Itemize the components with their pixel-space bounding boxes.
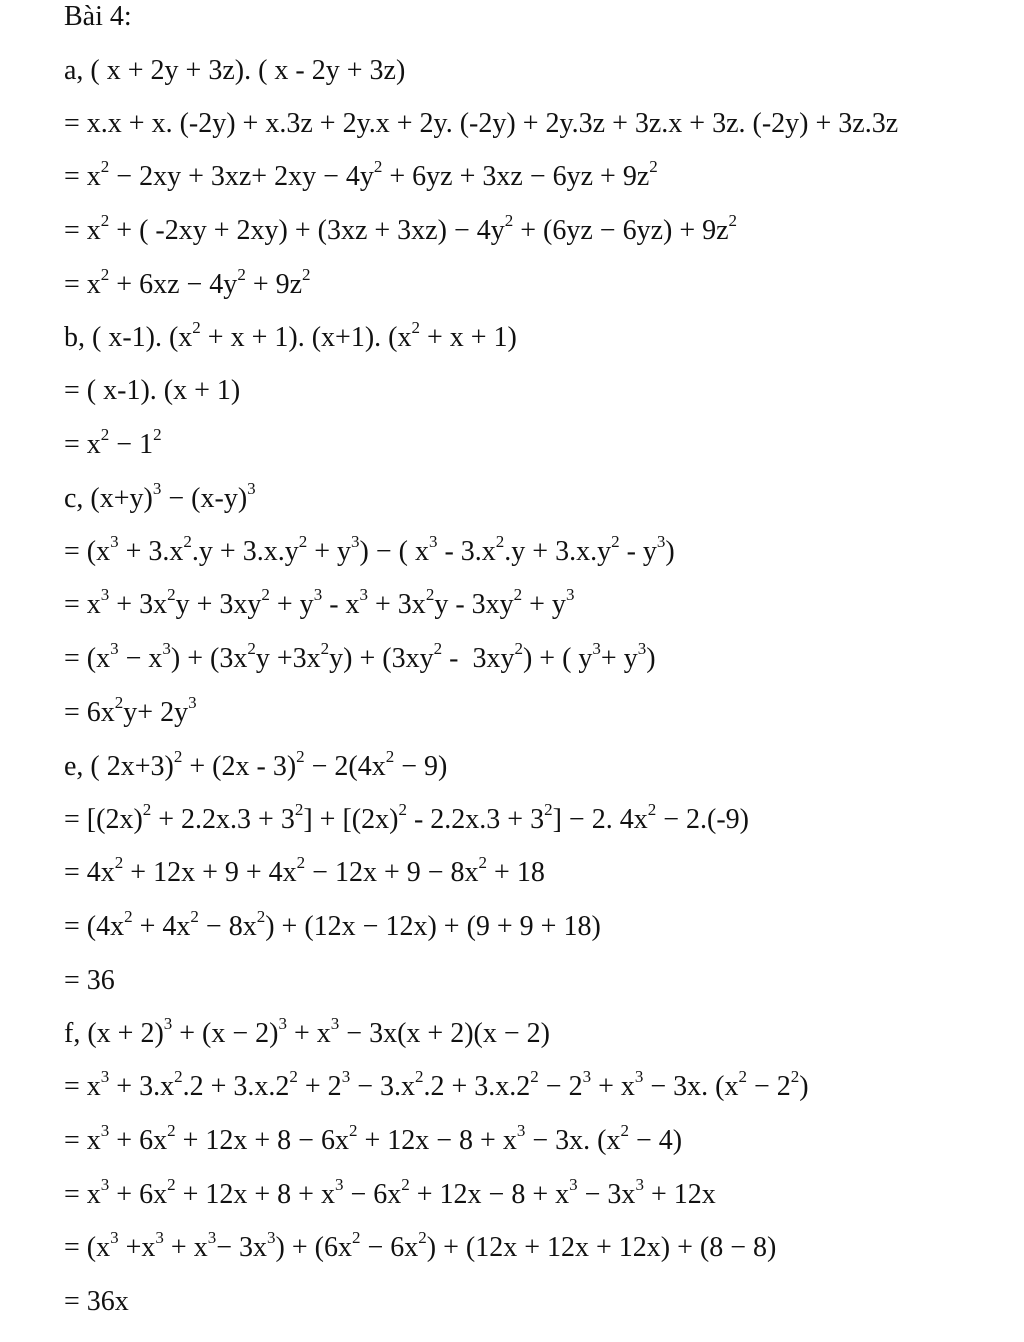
exponent: 3 xyxy=(516,1120,526,1140)
exponent: 3 xyxy=(163,1013,173,1033)
exponent: 2 xyxy=(124,906,133,926)
exponent: 2 xyxy=(649,156,658,176)
part-a-step: = x.x + x. (-2y) + x.3z + 2y.x + 2y. (-2y) + 2y.3z + 3z.x + 3z. (-2y) + 3z.3z xyxy=(64,108,899,139)
part-f-step: = $x^3 + 6x^2 + 12x + 8 + x^3 - 6x^2 + 12x - 8 + x^3 - 3x^3 + 12x$ xyxy=(64,1174,716,1210)
exponent: 2 xyxy=(114,692,124,712)
exponent: 3 xyxy=(100,1174,110,1194)
exponent: 3 xyxy=(582,1066,592,1086)
exponent: 2 xyxy=(237,264,246,284)
exponent: 2 xyxy=(530,1066,539,1086)
exponent: 3 xyxy=(100,1120,110,1140)
exponent: 3 xyxy=(637,638,647,658)
exponent: 3 xyxy=(188,692,197,712)
exponent: 2 xyxy=(611,531,620,551)
exponent: 2 xyxy=(504,210,514,230)
exponent: 2 xyxy=(173,746,183,766)
exponent: 2 xyxy=(174,1066,183,1086)
exponent: 2 xyxy=(544,799,553,819)
exponent: 2 xyxy=(418,1227,427,1247)
exponent: 3 xyxy=(207,1227,217,1247)
exponent: 3 xyxy=(152,478,162,498)
exponent: 3 xyxy=(592,638,601,658)
part-c-problem: c, $(x+y)^3 - (x-y)^3$ xyxy=(64,478,256,514)
exponent: 2 xyxy=(100,424,110,444)
part-c-step: = $(x^3 - x^3) + (3x^2y +3x^2y) + (3xy^2 - 3xy^2)$ + ( $y^3+ y^3$) xyxy=(64,638,656,674)
exponent: 2 xyxy=(351,1227,361,1247)
part-c-step: = $(x^3 + 3.x^2.y + 3.x.y^2 + y^3)$ − ( $x^3 - 3.x^2.y + 3.x.y^2 - y^3$) xyxy=(64,531,675,567)
part-e-step: = $(4x^2 + 4x^2 - 8x^2) + (12x - 12x) + (9 + 9 + 18)$ xyxy=(64,906,601,942)
exponent: 2 xyxy=(478,852,488,872)
exponent: 3 xyxy=(155,1227,164,1247)
exponent: 3 xyxy=(351,531,360,551)
part-a-step: = $x^2$ + ( $-2xy + 2xy) + (3xz + 3xz) - 4y^2 + (6yz - 6yz) + 9z^2$ xyxy=(64,210,738,246)
exponent: 3 xyxy=(110,638,119,658)
exponent: 2 xyxy=(167,1120,176,1140)
exponent: 2 xyxy=(261,584,270,604)
exponent: 2 xyxy=(192,317,201,337)
part-f-result: = 36x xyxy=(64,1286,129,1317)
exponent: 2 xyxy=(728,210,738,230)
part-c-step: = $x^3 + 3x^2y + 3xy^2 + y^3 - x^3 + 3x^2y - 3xy^2 + y^3$ xyxy=(64,584,575,620)
part-c-result: = $6x^2y+ 2y^3$ xyxy=(64,692,197,728)
exponent: 3 xyxy=(565,584,575,604)
exponent: 2 xyxy=(647,799,657,819)
exponent: 2 xyxy=(348,1120,358,1140)
exponent: 2 xyxy=(495,531,505,551)
part-e-problem: e, ( $2x+3)^2 + (2x - 3)^2 - 2(4x^2 - 9)$ xyxy=(64,746,448,782)
exponent: 3 xyxy=(100,584,110,604)
exponent: 3 xyxy=(359,584,369,604)
exponent: 3 xyxy=(313,584,323,604)
exponent: 2 xyxy=(738,1066,747,1086)
exponent: 3 xyxy=(110,531,119,551)
exponent: 2 xyxy=(298,531,308,551)
part-f-step: = $x^3 + 6x^2 + 12x + 8 - 6x^2 + 12x - 8 + x^3 - 3x$. $(x^2 - 4)$ xyxy=(64,1120,683,1156)
exponent: 2 xyxy=(289,1066,298,1086)
exponent: 3 xyxy=(110,1227,119,1247)
exponent: 3 xyxy=(341,1066,351,1086)
exercise-title: Bài 4: xyxy=(64,1,132,32)
exponent: 2 xyxy=(100,210,110,230)
exponent: 2 xyxy=(373,156,383,176)
exponent: 3 xyxy=(334,1174,344,1194)
exponent: 3 xyxy=(656,531,666,551)
part-e-step: = $4x^2 + 12x + 9 + 4x^2 - 12x + 9 - 8x^2 + 18$ xyxy=(64,852,545,888)
exponent: 3 xyxy=(267,1227,276,1247)
part-f-step: = $(x^3 +x^3 + x^3- 3x^3) + (6x^2 - 6x^2) + (12x + 12x + 12x) + (8 - 8)$ xyxy=(64,1227,777,1263)
exponent: 2 xyxy=(425,584,435,604)
part-f-step: = $x^3 + 3.x^2.2 + 3.x.2^2 + 2^3 - 3.x^2.2 + 3.x.2^2 - 2^3 + x^3 - 3x$. $(x^2 - 2^2)$ xyxy=(64,1066,809,1102)
exponent: 2 xyxy=(294,799,304,819)
exponent: 3 xyxy=(100,1066,110,1086)
exponent: 3 xyxy=(569,1174,578,1194)
exponent: 2 xyxy=(100,264,110,284)
part-b-result: = $x^2 - 1^2$ xyxy=(64,424,162,460)
exponent: 2 xyxy=(385,746,395,766)
exponent: 2 xyxy=(513,584,523,604)
exponent: 2 xyxy=(514,638,523,658)
part-f-problem: f, $(x + 2)^3 + (x - 2)^3 + x^3 - 3x(x + 2)(x - 2)$ xyxy=(64,1013,550,1049)
exponent: 3 xyxy=(330,1013,340,1033)
exponent: 3 xyxy=(162,638,171,658)
part-a-problem: a, ( x + 2y + 3z). ( x - 2y + 3z) xyxy=(64,55,406,86)
exponent: 2 xyxy=(183,531,192,551)
exponent: 2 xyxy=(296,746,305,766)
exponent: 2 xyxy=(296,852,306,872)
exponent: 2 xyxy=(320,638,330,658)
exponent: 2 xyxy=(433,638,443,658)
exponent: 2 xyxy=(302,264,311,284)
exponent: 2 xyxy=(790,1066,800,1086)
exponent: 2 xyxy=(401,1174,410,1194)
exponent: 3 xyxy=(247,478,256,498)
part-a-result: = $x^2 + 6xz - 4y^2 + 9z^2$ xyxy=(64,264,311,300)
part-e-result: = 36 xyxy=(64,965,115,996)
exponent: 3 xyxy=(634,1066,644,1086)
exponent: 3 xyxy=(428,531,438,551)
exponent: 3 xyxy=(278,1013,287,1033)
exponent: 2 xyxy=(190,906,199,926)
exponent: 2 xyxy=(142,799,152,819)
exponent: 2 xyxy=(167,1174,176,1194)
exponent: 3 xyxy=(635,1174,644,1194)
exponent: 2 xyxy=(114,852,124,872)
exponent: 2 xyxy=(167,584,176,604)
exponent: 2 xyxy=(247,638,256,658)
exponent: 2 xyxy=(153,424,162,444)
part-a-step: = $x^2 - 2xy + 3xz+ 2xy - 4y^2 + 6yz + 3xz - 6yz + 9z^2$ xyxy=(64,156,658,192)
exponent: 2 xyxy=(100,156,110,176)
exponent: 2 xyxy=(414,1066,424,1086)
exponent: 2 xyxy=(256,906,266,926)
part-b-step: = ( x-1). (x + 1) xyxy=(64,375,241,406)
exponent: 2 xyxy=(411,317,420,337)
exponent: 2 xyxy=(620,1120,629,1140)
part-e-step: = $[(2x)^2 + 2.2x.3 + 3^2] + [(2x)^2 - 2.2x.3 + 3^2] - 2$. $4x^2 - 2.(-9)$ xyxy=(64,799,749,835)
exponent: 2 xyxy=(398,799,407,819)
part-b-problem: b, ( x-1). $(x^2 + x + 1)$. (x+1). $(x^2 + x + 1)$ xyxy=(64,317,517,353)
